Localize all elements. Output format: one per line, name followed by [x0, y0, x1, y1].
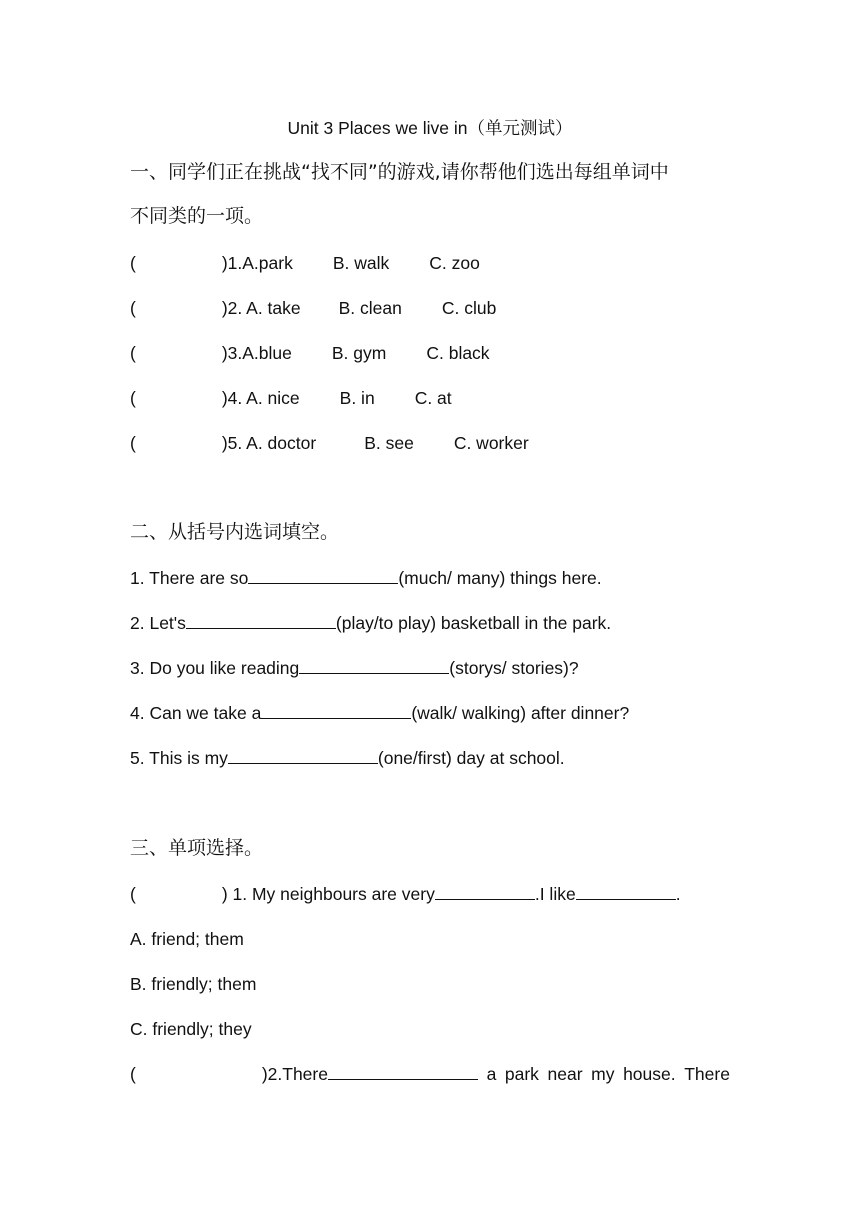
section3-heading: 三、单项选择。 [130, 837, 264, 859]
sentence-end: (one/first) day at school. [377, 748, 565, 768]
section1-item-1 [130, 251, 480, 275]
sentence-end: (play/to play) basketball in the park. [335, 613, 612, 633]
question-1-option-a: A. friend; them [130, 929, 244, 949]
item-number-option-a: )2. A. take [221, 298, 301, 318]
question-word: There [684, 1064, 730, 1084]
section2-item-4 [130, 701, 629, 725]
sentence-end: (storys/ stories)? [449, 658, 579, 678]
item-number-option-a: )1.A.park [221, 253, 293, 273]
section3-question-2 [130, 1062, 730, 1086]
option-b: B. gym [331, 343, 387, 363]
open-paren: ( [130, 388, 136, 408]
answer-blank[interactable] [186, 611, 336, 629]
section1-item-2 [130, 296, 496, 320]
sentence-start: 5. This is my [130, 748, 228, 768]
sentence-end: (walk/ walking) after dinner? [411, 703, 630, 723]
option-c: C. zoo [429, 253, 480, 273]
section1-item-4 [130, 386, 452, 410]
option-b: B. in [339, 388, 375, 408]
page-title: Unit 3 Places we live in（单元测试） [287, 118, 573, 138]
option-b: B. clean [338, 298, 402, 318]
question-word: a [486, 1064, 497, 1084]
answer-blank[interactable] [299, 656, 449, 674]
section2-item-2 [130, 611, 611, 635]
option-c: C. club [441, 298, 497, 318]
section2-item-3 [130, 656, 579, 680]
option-c: C. worker [453, 433, 529, 453]
item-number-option-a: )5. A. doctor [221, 433, 317, 453]
answer-blank[interactable] [435, 882, 535, 900]
section1-heading-line1: 一、同学们正在挑战“找不同”的游戏,请你帮他们选出每组单词中 [130, 161, 669, 183]
question-word: near [547, 1064, 583, 1084]
answer-blank[interactable] [328, 1062, 478, 1080]
question-text: .I like [534, 884, 576, 904]
section2-item-1 [130, 566, 602, 590]
sentence-start: 1. There are so [130, 568, 249, 588]
sentence-start: 4. Can we take a [130, 703, 262, 723]
item-number-option-a: )4. A. nice [221, 388, 300, 408]
open-paren: ( [130, 298, 136, 318]
question-word: park [504, 1064, 539, 1084]
question-text: ) 1. My neighbours are very [221, 884, 435, 904]
question-text: . [675, 884, 681, 904]
open-paren: ( [130, 1064, 136, 1084]
sentence-start: 3. Do you like reading [130, 658, 300, 678]
question-2-lead [130, 1062, 478, 1086]
option-c: C. black [426, 343, 490, 363]
open-paren: ( [130, 253, 136, 273]
section2-item-5 [130, 746, 565, 770]
item-number-option-a: )3.A.blue [221, 343, 292, 363]
option-b: B. see [364, 433, 414, 453]
question-1-option-c: C. friendly; they [130, 1019, 252, 1039]
sentence-start: 2. Let's [130, 613, 186, 633]
sentence-end: (much/ many) things here. [398, 568, 602, 588]
open-paren: ( [130, 343, 136, 363]
question-word: house. [623, 1064, 676, 1084]
open-paren: ( [130, 433, 136, 453]
section1-heading-line2: 不同类的一项。 [130, 205, 264, 227]
question-1-option-b: B. friendly; them [130, 974, 257, 994]
section1-item-5 [130, 431, 529, 455]
answer-blank[interactable] [248, 566, 398, 584]
section3-question-1 [130, 882, 681, 906]
option-b: B. walk [332, 253, 390, 273]
answer-blank[interactable] [261, 701, 411, 719]
open-paren: ( [130, 884, 136, 904]
section1-item-3 [130, 341, 490, 365]
answer-blank[interactable] [576, 882, 676, 900]
question-word: my [591, 1064, 615, 1084]
answer-blank[interactable] [228, 746, 378, 764]
section2-heading: 二、从括号内选词填空。 [130, 521, 340, 543]
option-c: C. at [414, 388, 452, 408]
question-text: )2.There [261, 1064, 328, 1084]
